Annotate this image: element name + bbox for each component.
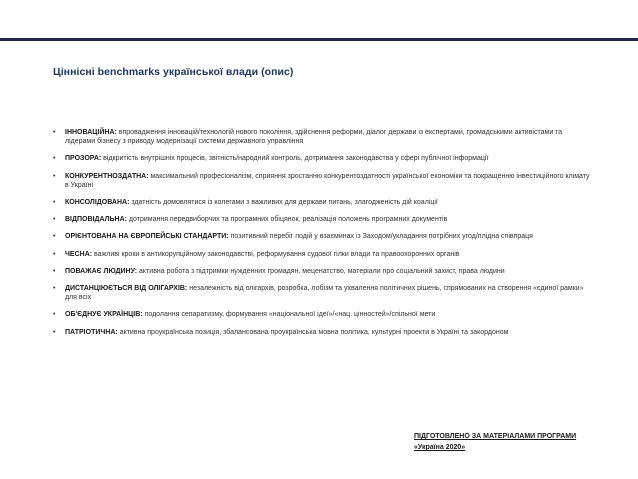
page-title: Ціннісні benchmarks української влади (опис) [53, 66, 294, 78]
item-heading: КОНСОЛІДОВАНА: [65, 199, 130, 207]
bullet-icon: • [53, 250, 56, 258]
values-list [53, 128, 593, 345]
item-text: важливі кроки в антикорупційному законодавстві, реформування судової гілки влади та правоохоронних органів [92, 250, 460, 258]
item-heading: ПРОЗОРА: [65, 155, 102, 163]
item-heading: ІННОВАЦІЙНА: [65, 129, 117, 136]
list-item [53, 328, 593, 337]
source-credit [414, 431, 576, 453]
item-heading: ПАТРІОТИЧНА: [65, 328, 118, 336]
list-item [53, 198, 593, 207]
list-item [53, 128, 593, 146]
item-text: відкритість внутрішніх процесів, звітність/народний контроль, дотримання законодавства у сфері публічної інформації [101, 155, 489, 163]
list-item [53, 154, 593, 163]
item-heading: ВІДПОВІДАЛЬНА: [65, 216, 127, 224]
list-item [53, 310, 593, 319]
bullet-icon: • [53, 285, 56, 293]
bullet-icon: • [53, 172, 56, 180]
list-item [53, 215, 593, 224]
item-heading: ДИСТАНЦІЮЄТЬСЯ ВІД ОЛІГАРХІВ: [65, 285, 188, 293]
header-rule [0, 38, 638, 41]
list-item [53, 232, 593, 241]
item-heading: ОРІЄНТОВАНА НА ЄВРОПЕЙСЬКІ СТАНДАРТИ: [65, 233, 229, 241]
item-heading: ЧЕСНА: [65, 250, 93, 258]
bullet-icon: • [53, 216, 56, 224]
list-item [53, 284, 593, 302]
item-text: впровадження інновацій/технологій нового покоління, здійснення реформи, діалог держави із експертами, громадськими активістами та лідерами бізнесу з приводу модернізації системи державного управління [65, 129, 563, 146]
bullet-icon: • [53, 233, 56, 241]
bullet-icon: • [53, 155, 56, 163]
bullet-icon: • [53, 328, 56, 336]
item-text: максимальний професіоналізм, сприяння зростанню конкурентоздатності української економіки та покращенню інвестиційного клімату в Україні [65, 172, 590, 189]
list-item [53, 250, 593, 259]
item-text: подолання сепаратизму, формування «національної ідеї»/«нац. цінностей»/спільної мети [142, 311, 436, 319]
item-heading: ПОВАЖАЄ ЛЮДИНУ: [65, 267, 138, 275]
item-text: активна робота з підтримки нужденних громадян, меценатство, матеріали про соціальний захист, права людини [137, 267, 505, 275]
bullet-icon: • [53, 267, 56, 275]
item-text: активна проукраїнська позиція, збалансована проукраїнська мовна політика, культурні проекти в Україні та закордоном [117, 328, 509, 336]
item-heading: ОБ'ЄДНУЄ УКРАЇНЦІВ: [65, 311, 143, 319]
item-text: позитивний перебіг подій у взаєминах із Заходом/укладання потрібних угод/плідна співпраця [228, 233, 533, 241]
item-text: незалежність від олігархів, розробка, лобізм та ухвалення політичних рішень, спрямованих на створення «єдиної рамки» для всіх [65, 285, 584, 302]
credit-line-1: ПІДГОТОВЛЕНО ЗА МАТЕРІАЛАМИ ПРОГРАМИ [414, 433, 577, 440]
list-item [53, 172, 593, 190]
credit-line-2: «Україна 2020» [414, 444, 466, 451]
item-heading: КОНКУРЕНТНОЗДАТНА: [65, 172, 149, 180]
item-text: здатність домовлятися із колегами з важливих для держави питань, злагодженість дій коаліції [129, 199, 438, 207]
bullet-icon: • [53, 129, 56, 136]
bullet-icon: • [53, 199, 56, 207]
bullet-icon: • [53, 311, 56, 319]
item-text: дотримання передвиборчих та програмних обіцянок, реалізація положень програмних документів [126, 216, 448, 224]
list-item [53, 267, 593, 276]
